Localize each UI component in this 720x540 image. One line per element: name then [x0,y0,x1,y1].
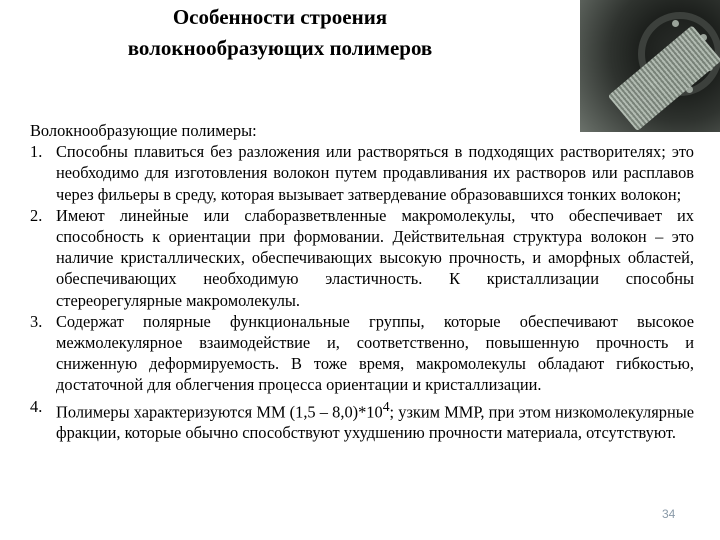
list-item [30,396,694,444]
item-text-after: ; узким ММР, при этом низкомолекулярные фракции, которые обычно способствуют ухудшению прочности материала, отсутствуют. [56,402,695,443]
item-text: Способны плавиться без разложения или растворяться в подходящих растворителях; это необходимо для изготовления волокон путем продавливания их растворов или расплавов через фильеры в среду, которая вызывает затвердевание образовавшихся тонких волокон; [56,142,694,204]
list-item [30,205,694,311]
item-text-before: Полимеры характеризуются ММ (1,5 – 8,0)*10 [56,402,383,422]
item-text [56,396,694,444]
title-line-2: волокнообразующих полимеров [127,36,433,60]
intro-text: Волокнообразующие полимеры: [30,121,257,140]
slide-body [30,120,694,444]
fiber-spinneret-photo [580,0,720,132]
title-line-1: Особенности строения [172,5,388,29]
item-text: Содержат полярные функциональные группы, которые обеспечивают высокое межмолекулярное взаимодействие и, соответственно, повышенную прочность и сниженную деформируемость. В тоже время, макромолекулы обладают гибкостью, достаточной для облегчения процесса ориентации и кристаллизации. [56,311,694,395]
slide-title [60,2,500,64]
item-number: 4. [30,396,43,416]
item-number: 3. [30,311,43,331]
item-text: Имеют линейные или слаборазветвленные макромолекулы, что обеспечивает их способность к ориентации при формовании. Действительная структура волокон – это наличие кристаллических, обеспечивающих высокую прочность, и аморфных областей, обеспечивающих необходимую эластичность. К кристаллизации способны стереорегулярные макромолекулы. [56,205,694,310]
list-item [30,141,694,205]
spinneret-hole [672,20,679,27]
item-number: 2. [30,205,43,225]
exponent: 4 [382,398,390,414]
page-number: 34 [662,507,676,521]
item-number: 1. [30,142,43,162]
feature-list [30,141,694,443]
list-item [30,311,694,396]
